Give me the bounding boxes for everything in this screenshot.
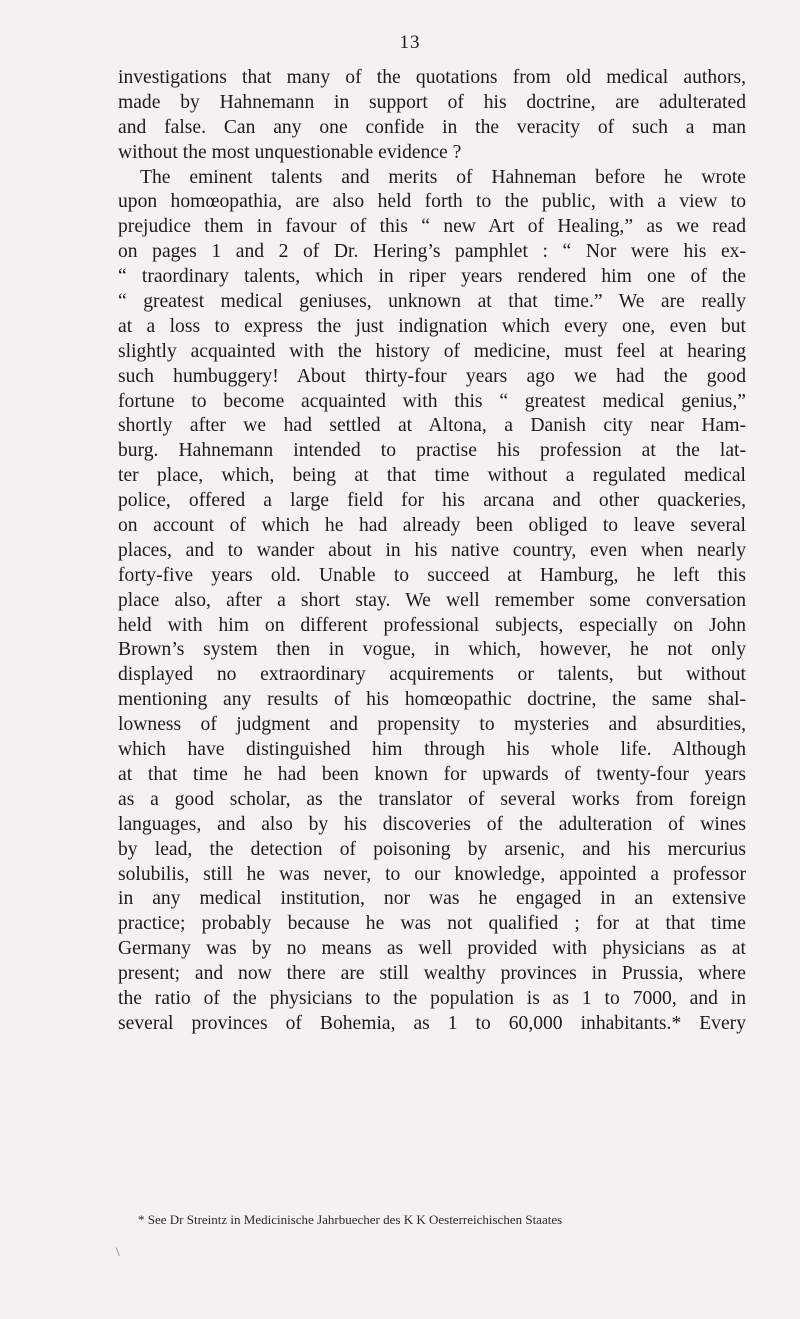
text-line: place also, after a short stay. We well remember some conversation [118, 589, 746, 611]
text-line: “ greatest medical geniuses, unknown at that time.” We are really [118, 291, 746, 313]
text-line: languages, and also by his discoveries of the adulteration of wines [118, 813, 746, 835]
text-line: slightly acquainted with the history of medicine, must feel at hearing [118, 340, 746, 362]
text-line: held with him on different professional subjects, especially on John [118, 614, 746, 636]
text-line: Brown’s system then in vogue, in which, however, he not only [118, 639, 746, 661]
margin-mark: \ [116, 1244, 120, 1259]
text-line: lowness of judgment and propensity to mysteries and absurdities, [118, 714, 746, 736]
footnote: * See Dr Streintz in Medicinische Jahrbuecher des K K Oesterreichischen Staates [138, 1212, 563, 1227]
text-line: upon homœopathia, are also held forth to the public, with a view to [118, 191, 746, 213]
text-line: the ratio of the physicians to the population is as 1 to 7000, and in [118, 987, 746, 1009]
text-line: by lead, the detection of poisoning by arsenic, and his mercurius [118, 838, 746, 860]
text-line: without the most unquestionable evidence ? [118, 141, 462, 163]
body-text [118, 66, 746, 1037]
text-line: displayed no extraordinary acquirements or talents, but without [118, 664, 746, 686]
text-line: at that time he had been known for upwards of twenty-four years [118, 763, 746, 785]
text-line: investigations that many of the quotations from old medical authors, [118, 67, 746, 88]
paragraph-start-line: The eminent talents and merits of Hahneman before he wrote [140, 166, 746, 188]
text-line: places, and to wander about in his native country, even when nearly [118, 539, 746, 561]
text-line: ter place, which, being at that time without a regulated medical [118, 465, 746, 487]
text-line: such humbuggery! About thirty-four years ago we had the good [118, 365, 746, 387]
text-line: Germany was by no means as well provided with physicians as at [118, 938, 746, 960]
text-line: shortly after we had settled at Altona, a Danish city near Ham- [118, 415, 746, 437]
text-line: solubilis, still he was never, to our knowledge, appointed a professor [118, 863, 746, 885]
text-line: mentioning any results of his homœopathic doctrine, the same shal- [118, 689, 746, 711]
text-line: burg. Hahnemann intended to practise his profession at the lat- [118, 440, 746, 462]
text-line: prejudice them in favour of this “ new Art of Healing,” as we read [118, 216, 746, 238]
text-line: practice; probably because he was not qualified ; for at that time [118, 913, 746, 935]
text-line: at a loss to express the just indignation which every one, even but [118, 315, 746, 337]
text-line: on account of which he had already been obliged to leave several [118, 515, 746, 537]
text-line: fortune to become acquainted with this “ greatest medical genius,” [118, 390, 746, 412]
text-line: several provinces of Bohemia, as 1 to 60,000 inhabitants.* Every [118, 1012, 746, 1034]
text-line: present; and now there are still wealthy provinces in Prussia, where [118, 963, 746, 985]
page-number: 13 [399, 32, 421, 53]
text-line: “ traordinary talents, which in riper years rendered him one of the [118, 266, 746, 288]
text-line: as a good scholar, as the translator of several works from foreign [118, 788, 746, 810]
text-line: made by Hahnemann in support of his doctrine, are adulterated [118, 91, 746, 113]
text-line: in any medical institution, nor was he engaged in an extensive [118, 888, 746, 910]
text-line: forty-five years old. Unable to succeed at Hamburg, he left this [118, 564, 746, 586]
text-line: on pages 1 and 2 of Dr. Hering’s pamphlet : “ Nor were his ex- [118, 241, 746, 263]
text-line: which have distinguished him through his whole life. Although [118, 739, 746, 761]
text-line: and false. Can any one confide in the veracity of such a man [118, 116, 746, 138]
text-line: police, offered a large field for his arcana and other quackeries, [118, 490, 746, 512]
